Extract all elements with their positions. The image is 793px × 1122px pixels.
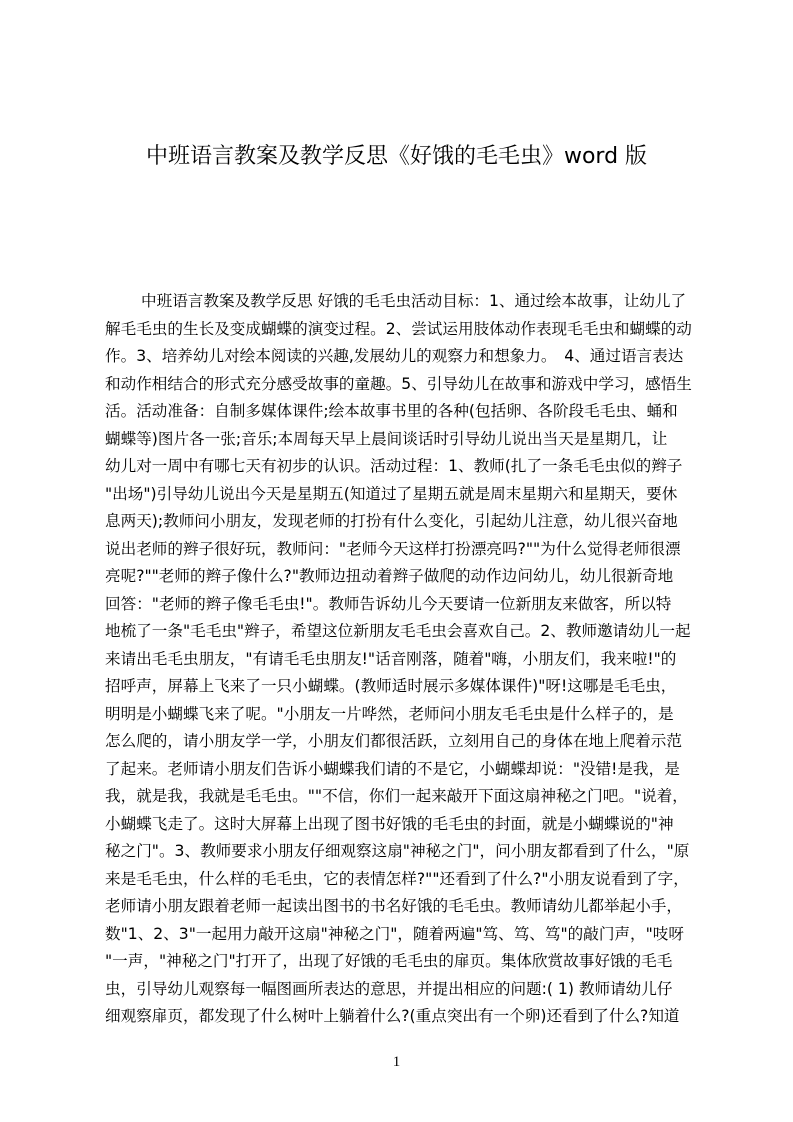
paragraph-line: "一声，"神秘之门"打开了，出现了好饿的毛毛虫的扉页。集体欣赏故事好饿的毛毛 [105, 952, 673, 970]
paragraph-line: 招呼声，屏幕上飞来了一只小蝴蝶。(教师适时展示多媒体课件)"呀!这哪是毛毛虫， [105, 677, 677, 695]
paragraph-line: 我，就是我，我就是毛毛虫。""不信，你们一起来敲开下面这扇神秘之门吧。"说着， [105, 787, 688, 805]
document-body [105, 288, 701, 1031]
paragraph-line: 幼儿对一周中有哪七天有初步的认识。活动过程：1、教师(扎了一条毛毛虫似的辫子 [105, 457, 683, 475]
paragraph-line: 息两天);教师问小朋友，发现老师的打扮有什么变化，引起幼儿注意，幼儿很兴奋地 [105, 512, 678, 530]
paragraph-line: 了起来。老师请小朋友们告诉小蝴蝶我们请的不是它，小蝴蝶却说："没错!是我，是 [105, 759, 680, 778]
document-title: 中班语言教案及教学反思《好饿的毛毛虫》word 版 [145, 144, 648, 169]
paragraph-line: 中班语言教案及教学反思 好饿的毛毛虫活动目标：1、通过绘本故事，让幼儿了 [141, 292, 687, 310]
paragraph-line: 秘之门"。3、教师要求小朋友仔细观察这扇"神秘之门"，问小朋友都看到了什么，"原 [105, 842, 690, 860]
paragraph-line: 虫，引导幼儿观察每一幅图画所表达的意思，并提出相应的问题:( 1) 教师请幼儿仔 [105, 979, 673, 998]
paragraph-line: 来是毛毛虫，什么样的毛毛虫，它的表情怎样?""还看到了什么?"小朋友说看到了字， [105, 869, 689, 888]
paragraph-line: 老师请小朋友跟着老师一起读出图书的书名好饿的毛毛虫。教师请幼儿都举起小手， [105, 897, 682, 915]
paragraph-line: "出场")引导幼儿说出今天是星期五(知道过了星期五就是周末星期六和星期天，要休 [105, 484, 678, 503]
paragraph-line: 小蝴蝶飞走了。这时大屏幕上出现了图书好饿的毛毛虫的封面，就是小蝴蝶说的"神 [105, 814, 674, 833]
paragraph-line: 亮呢?""老师的辫子像什么?"教师边扭动着辫子做爬的动作边问幼儿，幼儿很新奇地 [105, 567, 674, 585]
page-number: 1 [392, 1054, 401, 1070]
paragraph-line: 作。3、培养幼儿对绘本阅读的兴趣,发展幼儿的观察力和想象力。 4、通过语言表达 [105, 347, 684, 365]
paragraph-line: 来请出毛毛虫朋友，"有请毛毛虫朋友!"话音刚落，随着"嗨，小朋友们，我来啦!"的 [105, 649, 677, 668]
paragraph-line: 数"1、2、3"一起用力敲开这扇"神秘之门"，随着两遍"笃、笃、笃"的敲门声，"吱呀 [105, 924, 684, 943]
paragraph-line: 细观察扉页，都发现了什么树叶上躺着什么?(重点突出有一个卵)还看到了什么?知道 [105, 1007, 680, 1025]
paragraph-line: 明明是小蝴蝶飞来了呢。"小朋友一片哗然，老师问小朋友毛毛虫是什么样子的，是 [105, 704, 674, 723]
paragraph-line: 和动作相结合的形式充分感受故事的童趣。5、引导幼儿在故事和游戏中学习，感悟生 [105, 374, 692, 393]
paragraph-line: 蝴蝶等)图片各一张;音乐;本周每天早上晨间谈话时引导幼儿说出当天是星期几，让 [105, 429, 668, 448]
paragraph-line: 解毛毛虫的生长及变成蝴蝶的演变过程。2、尝试运用肢体动作表现毛毛虫和蝴蝶的动 [105, 319, 692, 338]
paragraph-line: 活。活动准备：自制多媒体课件;绘本故事书里的各种(包括卵、各阶段毛毛虫、蛹和 [105, 402, 678, 420]
paragraph-line: 怎么爬的，请小朋友学一学，小朋友们都很活跃，立刻用自己的身体在地上爬着示范 [105, 732, 682, 750]
paragraph-line: 说出老师的辫子很好玩，教师问："老师今天这样打扮漂亮吗?""为什么觉得老师很漂 [105, 539, 681, 558]
paragraph-line: 回答："老师的辫子像毛毛虫!"。教师告诉幼儿今天要请一位新朋友来做客，所以特 [105, 594, 672, 613]
paragraph-line: 地梳了一条"毛毛虫"辫子，希望这位新朋友毛毛虫会喜欢自己。2、教师邀请幼儿一起 [105, 622, 691, 640]
